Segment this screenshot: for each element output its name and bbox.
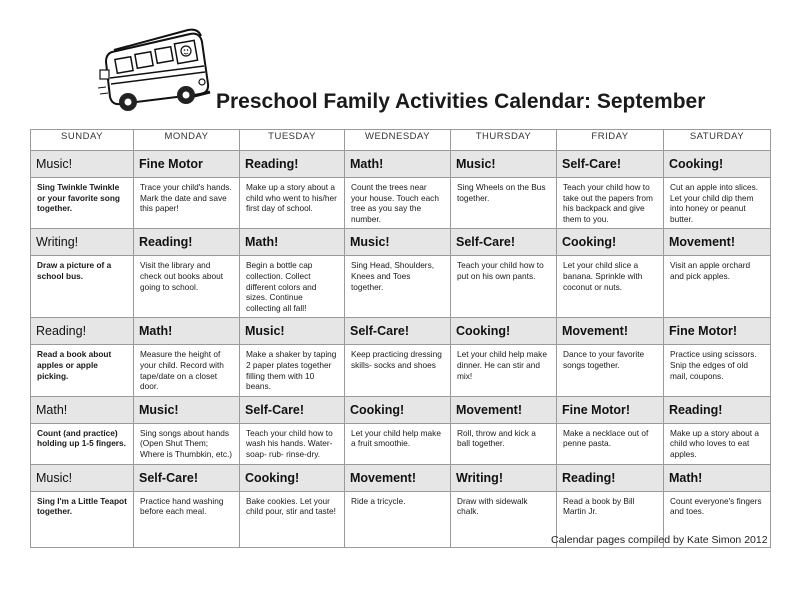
category-cell: Cooking! [345, 396, 451, 423]
category-cell: Math! [240, 229, 345, 256]
activity-cell: Roll, throw and kick a ball together. [451, 423, 557, 464]
category-cell: Cooking! [240, 464, 345, 491]
activity-cell: Sing Wheels on the Bus together. [451, 178, 557, 229]
week-1-activity-row [31, 178, 771, 229]
category-cell: Movement! [451, 396, 557, 423]
category-cell: Music! [134, 396, 240, 423]
activity-cell: Count (and practice) holding up 1-5 fingers. [31, 423, 134, 464]
category-cell: Music! [345, 229, 451, 256]
category-cell: Math! [31, 396, 134, 423]
category-cell: Cooking! [451, 318, 557, 345]
week-2-activity-row [31, 256, 771, 318]
activity-cell: Begin a bottle cap collection. Collect different colors and sizes. Continue collecting all fall! [240, 256, 345, 318]
category-cell: Music! [451, 151, 557, 178]
activity-cell: Let your child help make a fruit smoothie. [345, 423, 451, 464]
day-header-wednesday: WEDNESDAY [345, 130, 451, 151]
activity-cell: Measure the height of your child. Record with tape/date on a closet door. [134, 345, 240, 396]
activity-cell: Sing I'm a Little Teapot together. [31, 491, 134, 547]
category-cell: Reading! [31, 318, 134, 345]
activity-cell: Make up a story about a child who went to his/her first day of school. [240, 178, 345, 229]
activity-cell: Practice using scissors. Snip the edges of old mail, coupons. [664, 345, 771, 396]
week-2-category-row [31, 229, 771, 256]
activity-cell: Let your child help make dinner. He can stir and mix! [451, 345, 557, 396]
week-4-category-row [31, 396, 771, 423]
activity-cell: Read a book about apples or apple picking. [31, 345, 134, 396]
activity-cell: Dance to your favorite songs together. [557, 345, 664, 396]
category-cell: Writing! [451, 464, 557, 491]
activity-cell: Sing Twinkle Twinkle or your favorite song together. [31, 178, 134, 229]
activity-cell: Visit an apple orchard and pick apples. [664, 256, 771, 318]
activity-cell: Practice hand washing before each meal. [134, 491, 240, 547]
category-cell: Self-Care! [134, 464, 240, 491]
category-cell: Math! [345, 151, 451, 178]
category-cell: Reading! [134, 229, 240, 256]
activity-cell: Bake cookies. Let your child pour, stir and taste! [240, 491, 345, 547]
week-4-activity-row [31, 423, 771, 464]
category-cell: Movement! [557, 318, 664, 345]
activity-cell: Visit the library and check out books about going to school. [134, 256, 240, 318]
day-header-sunday: SUNDAY [31, 130, 134, 151]
category-cell: Math! [134, 318, 240, 345]
activity-cell: Let your child slice a banana. Sprinkle with coconut or nuts. [557, 256, 664, 318]
category-cell: Music! [31, 464, 134, 491]
week-3-activity-row [31, 345, 771, 396]
category-cell: Reading! [664, 396, 771, 423]
category-cell: Fine Motor! [664, 318, 771, 345]
category-cell: Reading! [240, 151, 345, 178]
category-cell: Music! [240, 318, 345, 345]
category-cell: Self-Care! [451, 229, 557, 256]
category-cell: Fine Motor! [557, 396, 664, 423]
category-cell: Reading! [557, 464, 664, 491]
day-header-monday: MONDAY [134, 130, 240, 151]
footer-credit: Calendar pages compiled by Kate Simon 2012 [551, 534, 768, 546]
activity-cell: Draw with sidewalk chalk. [451, 491, 557, 547]
category-cell: Music! [31, 151, 134, 178]
day-header-tuesday: TUESDAY [240, 130, 345, 151]
activity-cell: Trace your child's hands. Mark the date and save this paper! [134, 178, 240, 229]
activity-cell: Make a shaker by taping 2 paper plates together filling them with 10 beans. [240, 345, 345, 396]
category-cell: Self-Care! [240, 396, 345, 423]
category-cell: Self-Care! [557, 151, 664, 178]
activity-cell: Ride a tricycle. [345, 491, 451, 547]
category-cell: Cooking! [557, 229, 664, 256]
page-title: Preschool Family Activities Calendar: September [216, 90, 706, 113]
category-cell: Writing! [31, 229, 134, 256]
day-header-friday: FRIDAY [557, 130, 664, 151]
category-cell: Cooking! [664, 151, 771, 178]
weekday-header-row [31, 130, 771, 151]
week-3-category-row [31, 318, 771, 345]
activity-cell: Read a book by Bill Martin Jr. [557, 491, 664, 547]
activity-cell: Teach your child how to wash his hands. Water- soap- rub- rinse-dry. [240, 423, 345, 464]
category-cell: Self-Care! [345, 318, 451, 345]
week-1-category-row [31, 151, 771, 178]
category-cell: Fine Motor [134, 151, 240, 178]
activity-cell: Cut an apple into slices. Let your child dip them into honey or peanut butter. [664, 178, 771, 229]
activity-cell: Keep practicing dressing skills- socks and shoes [345, 345, 451, 396]
activity-cell: Count the trees near your house. Touch each tree as you say the number. [345, 178, 451, 229]
school-bus-illustration [98, 22, 216, 114]
activity-cell: Sing Head, Shoulders, Knees and Toes together. [345, 256, 451, 318]
activities-calendar [30, 129, 771, 548]
activity-cell: Sing songs about hands (Open Shut Them; Where is Thumbkin, etc.) [134, 423, 240, 464]
activity-cell: Count everyone's fingers and toes. [664, 491, 771, 547]
activity-cell: Make up a story about a child who loves to eat apples. [664, 423, 771, 464]
activity-cell: Make a necklace out of penne pasta. [557, 423, 664, 464]
activity-cell: Draw a picture of a school bus. [31, 256, 134, 318]
week-5-category-row [31, 464, 771, 491]
activity-cell: Teach your child how to put on his own pants. [451, 256, 557, 318]
day-header-thursday: THURSDAY [451, 130, 557, 151]
day-header-saturday: SATURDAY [664, 130, 771, 151]
category-cell: Movement! [345, 464, 451, 491]
activity-cell: Teach your child how to take out the papers from his backpack and give them to you. [557, 178, 664, 229]
category-cell: Movement! [664, 229, 771, 256]
category-cell: Math! [664, 464, 771, 491]
